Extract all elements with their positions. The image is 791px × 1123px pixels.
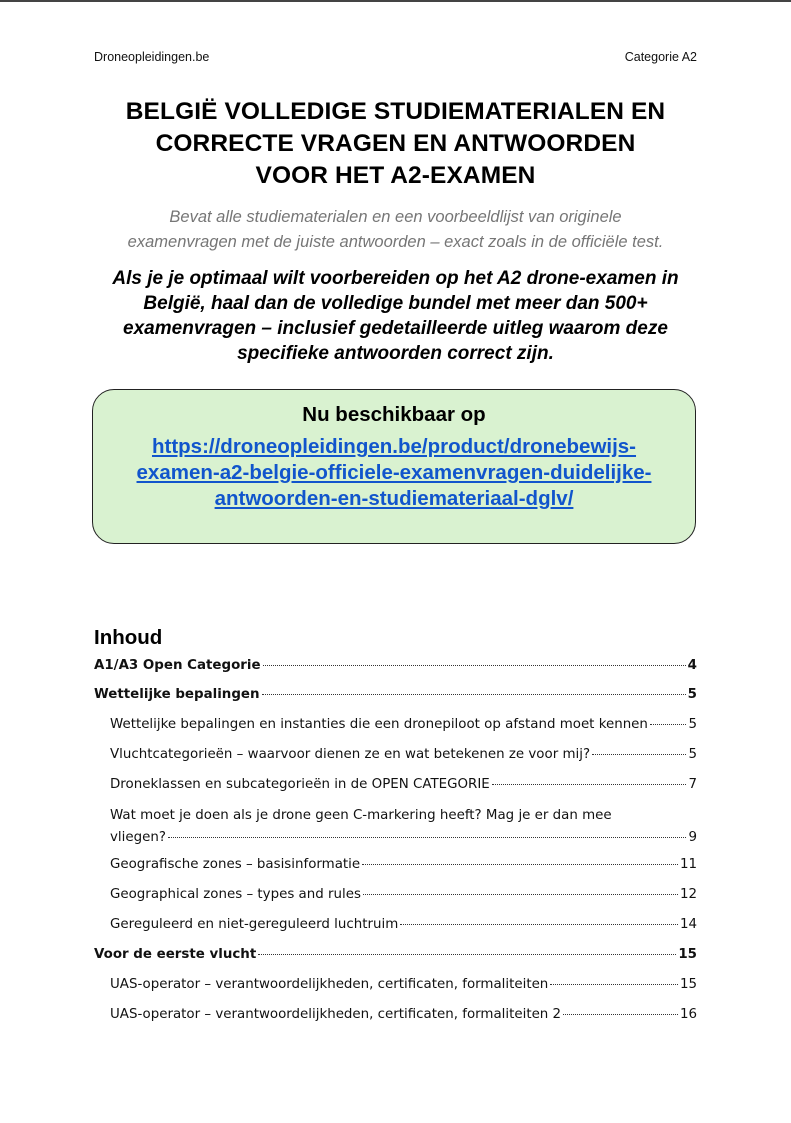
toc-leader-dots (550, 984, 678, 985)
toc-entry-label: UAS-operator – verantwoordelijkheden, certificaten, formaliteiten 2 (110, 1007, 562, 1022)
toc-entry-label: Vluchtcategorieën – waarvoor dienen ze en wat betekenen ze voor mij? (110, 747, 591, 762)
toc-entry-wettelijke-bepalingen[interactable] (94, 680, 697, 710)
callout-title: Nu beschikbaar op (302, 403, 486, 426)
toc-entry-label: A1/A3 Open Categorie (94, 658, 261, 673)
toc-entry-page: 12 (679, 887, 697, 902)
toc-entry-page: 11 (679, 857, 697, 872)
document-title (60, 96, 731, 192)
promo-line: Als je je optimaal wilt voorbereiden op het A2 drone-examen in (112, 268, 679, 289)
toc-entry-label: UAS-operator – verantwoordelijkheden, certificaten, formaliteiten (110, 977, 549, 992)
toc-leader-dots (492, 784, 687, 785)
toc-leader-dots (258, 954, 676, 955)
toc-entry-label: vliegen? (110, 830, 166, 845)
title-line: VOOR HET A2-EXAMEN (255, 162, 536, 189)
toc-entry-a1-a3-open-categorie[interactable] (94, 652, 697, 680)
toc-entry-page: 5 (687, 687, 697, 702)
toc-entry-label: Wat moet je doen als je drone geen C-markering heeft? Mag je er dan mee (110, 808, 612, 823)
subtitle-line: Bevat alle studiematerialen en een voorbeeldlijst van originele (169, 208, 622, 226)
link-line: antwoorden-en-studiemateriaal-dglv/ (214, 487, 574, 510)
toc-leader-dots (592, 754, 686, 755)
promo-line: examenvragen – inclusief gedetailleerde uitleg waarom deze (123, 318, 668, 339)
toc-entry-page: 15 (679, 977, 697, 992)
toc-leader-dots (263, 665, 686, 666)
toc-leader-dots (650, 724, 687, 725)
link-line: https://droneopleidingen.be/product/dronebewijs- (151, 435, 637, 458)
promo-line: specifieke antwoorden correct zijn. (237, 343, 554, 364)
toc-entry-label: Droneklassen en subcategorieën in de OPEN CATEGORIE (110, 777, 490, 792)
toc-leader-dots (400, 924, 678, 925)
toc-entry-page: 4 (687, 658, 697, 673)
toc-entry-page: 16 (679, 1007, 697, 1022)
toc-entry-page: 5 (688, 747, 697, 762)
document-subtitle (80, 205, 711, 255)
toc-leader-dots (262, 694, 686, 695)
promo-line: België, haal dan de volledige bundel met meer dan 500+ (143, 293, 648, 314)
toc-entry-page: 5 (688, 717, 697, 732)
header-site-name: Droneopleidingen.be (94, 50, 210, 64)
toc-entry-page: 7 (688, 777, 697, 792)
toc-entry-vluchtcategorieen[interactable] (94, 740, 697, 770)
toc-entry-luchtruim[interactable] (94, 910, 697, 940)
title-line: BELGIË VOLLEDIGE STUDIEMATERIALEN EN (125, 98, 666, 125)
toc-entry-uas-operator[interactable] (94, 970, 697, 1000)
toc-entry-label: Voor de eerste vlucht (94, 947, 257, 962)
table-of-contents (94, 624, 697, 1030)
toc-leader-dots (362, 864, 678, 865)
toc-entry-uas-operator-2[interactable] (94, 1000, 697, 1030)
toc-entry-voor-de-eerste-vlucht[interactable] (94, 940, 697, 970)
availability-callout (92, 389, 696, 544)
toc-entry-geografische-zones[interactable] (94, 850, 697, 880)
toc-entry-label: Geografische zones – basisinformatie (110, 857, 361, 872)
toc-entry-label: Geographical zones – types and rules (110, 887, 361, 902)
page-top-border (0, 0, 791, 2)
subtitle-line: examenvragen met de juiste antwoorden – exact zoals in de officiële test. (127, 233, 664, 251)
toc-entry-wettelijke-instanties[interactable] (94, 710, 697, 740)
toc-leader-dots (168, 837, 687, 838)
toc-entry-label: Wettelijke bepalingen en instanties die een dronepiloot op afstand moet kennen (110, 717, 648, 732)
link-line: examen-a2-belgie-officiele-examenvragen-duidelijke- (136, 461, 652, 484)
toc-leader-dots (563, 1014, 678, 1015)
toc-entry-page: 14 (679, 917, 697, 932)
toc-leader-dots (363, 894, 678, 895)
toc-entry-label: Wettelijke bepalingen (94, 687, 260, 702)
toc-entry-c-markering[interactable] (94, 800, 697, 850)
toc-entry-second-line (110, 827, 697, 849)
toc-entry-geographical-zones[interactable] (94, 880, 697, 910)
toc-entry-page: 15 (678, 947, 697, 962)
product-link[interactable] (99, 434, 689, 512)
title-line: CORRECTE VRAGEN EN ANTWOORDEN (155, 130, 636, 157)
toc-entry-droneklassen[interactable] (94, 770, 697, 800)
promo-text (84, 266, 707, 366)
header-category: Categorie A2 (624, 50, 697, 64)
toc-heading: Inhoud (94, 626, 163, 649)
toc-entry-label: Gereguleerd en niet-gereguleerd luchtruim (110, 917, 399, 932)
toc-entry-page: 9 (688, 830, 697, 845)
